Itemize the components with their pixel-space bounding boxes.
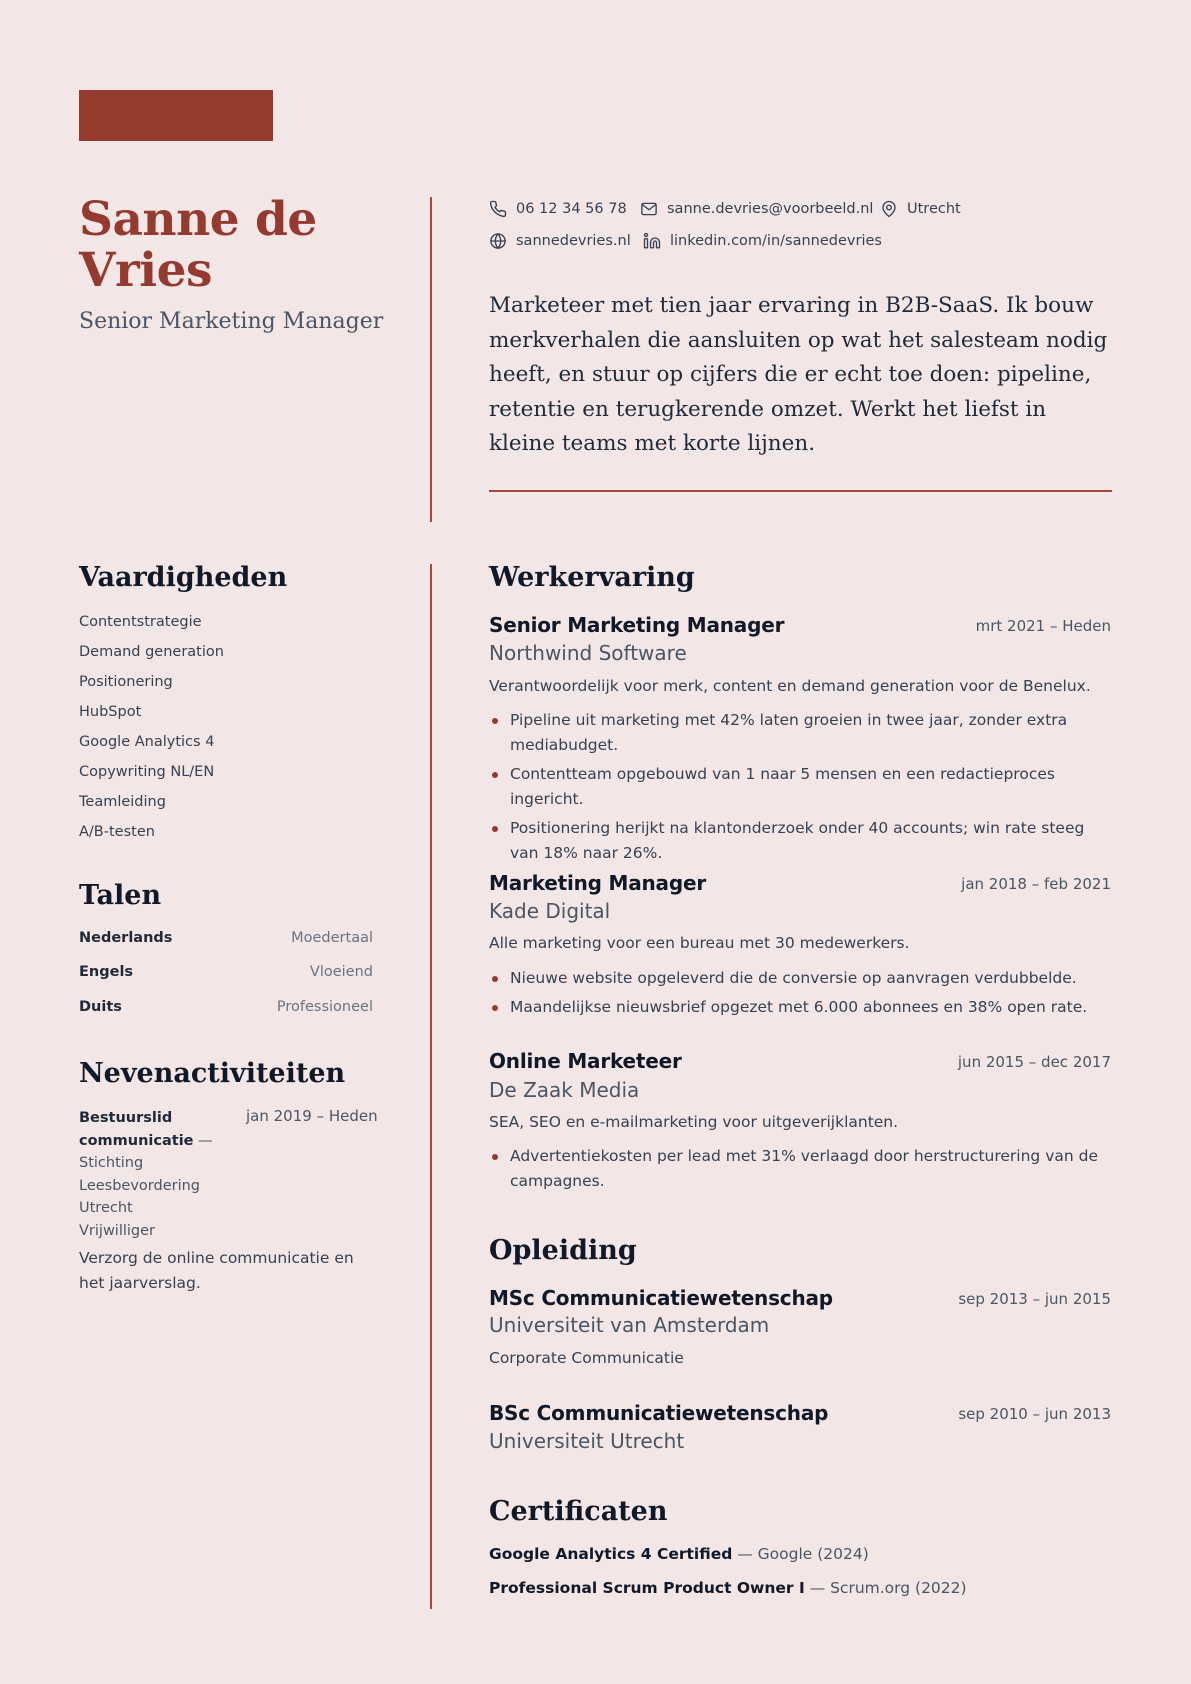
skill-item: A/B-testen	[79, 824, 155, 840]
job-bullet: Maandelijkse nieuwsbrief opgezet met 6.000 abonnees en 38% open rate.	[489, 995, 1114, 1020]
side-activity-date: jan 2019 – Heden	[246, 1107, 378, 1125]
language-row	[79, 964, 373, 980]
job-bullet: Pipeline uit marketing met 42% laten groeien in twee jaar, zonder extra mediabudget.	[489, 708, 1114, 758]
language-name: Nederlands	[79, 930, 173, 946]
skill-item: HubSpot	[79, 704, 142, 720]
job-bullet: Advertentiekosten per lead met 31% verlaagd door herstructurering van de campagnes.	[489, 1144, 1114, 1194]
linkedin-icon	[643, 232, 661, 250]
accent-bar	[79, 90, 273, 141]
skill-item: Teamleiding	[79, 794, 166, 810]
column-divider-bottom	[430, 564, 432, 1609]
education-date: sep 2010 – jun 2013	[958, 1405, 1111, 1423]
job-bullets	[489, 1144, 1114, 1198]
certificates-heading: Certificaten	[489, 1496, 668, 1527]
education-school: Universiteit Utrecht	[489, 1429, 685, 1453]
education-date: sep 2013 – jun 2015	[958, 1290, 1111, 1308]
skills-heading: Vaardigheden	[79, 562, 288, 593]
side-activity-separator: —	[193, 1132, 213, 1149]
summary-divider	[489, 490, 1112, 492]
contact-email[interactable]	[640, 200, 873, 218]
job-title: Marketing Manager	[489, 871, 707, 895]
language-level: Professioneel	[276, 999, 373, 1015]
profile-summary: Marketeer met tien jaar ervaring in B2B-SaaS. Ik bouw merkverhalen die aansluiten op wat het salesteam nodig heeft, en stuur op cijfers die er echt toe doen: pipeline, retentie en terugkerende omzet. Werkt het liefst in kleine teams met korte lijnen.	[489, 293, 1108, 456]
education-school: Universiteit van Amsterdam	[489, 1313, 770, 1337]
job-bullet: Nieuwe website opgeleverd die de conversie op aanvragen verdubbelde.	[489, 966, 1114, 991]
job-company: Kade Digital	[489, 899, 611, 923]
job-company: Northwind Software	[489, 641, 687, 665]
certificate-issuer: — Google (2024)	[732, 1545, 869, 1563]
language-row	[79, 930, 373, 946]
map-pin-icon	[880, 200, 898, 218]
certificate-name: Professional Scrum Product Owner I	[489, 1579, 805, 1597]
education-heading: Opleiding	[489, 1235, 637, 1266]
language-name: Engels	[79, 964, 134, 980]
person-name: Sanne de Vries	[79, 192, 317, 298]
contact-phone-text: 06 12 34 56 78	[516, 201, 627, 217]
job-date: jan 2018 – feb 2021	[961, 875, 1111, 893]
job-description: Verantwoordelijk voor merk, content en demand generation voor de Benelux.	[489, 677, 1091, 695]
job-bullet: Positionering herijkt na klantonderzoek onder 40 accounts; win rate steeg van 18% naar 26%.	[489, 816, 1114, 866]
job-bullet: Contentteam opgebouwd van 1 naar 5 mensen en een redactieproces ingericht.	[489, 762, 1114, 812]
person-title: Senior Marketing Manager	[79, 309, 384, 334]
column-divider-top	[430, 197, 432, 522]
skill-item: Positionering	[79, 674, 173, 690]
language-row	[79, 999, 373, 1015]
contact-location	[880, 200, 961, 218]
side-activity-role-title: Bestuurslid communicatie	[79, 1110, 194, 1149]
education-degree: MSc Communicatiewetenschap	[489, 1286, 833, 1310]
certificate-item	[489, 1545, 869, 1563]
skill-item: Copywriting NL/EN	[79, 764, 215, 780]
job-bullets	[489, 708, 1114, 870]
education-degree: BSc Communicatiewetenschap	[489, 1401, 829, 1425]
side-activity-type: Vrijwilliger	[79, 1222, 155, 1239]
side-activity-role	[79, 1107, 229, 1242]
contact-website-text: sannedevries.nl	[516, 233, 631, 249]
side-activities-heading: Nevenactiviteiten	[79, 1058, 346, 1089]
phone-icon	[489, 200, 507, 218]
contact-phone[interactable]	[489, 200, 627, 218]
contact-linkedin[interactable]	[643, 232, 882, 250]
contact-website[interactable]	[489, 232, 631, 250]
side-activity-org: Stichting Leesbevordering Utrecht	[79, 1155, 201, 1216]
job-company: De Zaak Media	[489, 1078, 640, 1102]
education-detail: Corporate Communicatie	[489, 1349, 684, 1367]
job-title: Senior Marketing Manager	[489, 613, 785, 637]
certificate-item	[489, 1579, 967, 1597]
skill-item: Google Analytics 4	[79, 734, 215, 750]
side-activity-description: Verzorg de online communicatie en het jaarverslag.	[79, 1249, 354, 1292]
languages-heading: Talen	[79, 880, 162, 911]
language-level: Moedertaal	[291, 930, 373, 946]
job-title: Online Marketeer	[489, 1049, 682, 1073]
job-description: SEA, SEO en e-mailmarketing voor uitgeverijklanten.	[489, 1113, 899, 1131]
job-date: jun 2015 – dec 2017	[957, 1053, 1111, 1071]
language-level: Vloeiend	[309, 964, 373, 980]
certificate-name: Google Analytics 4 Certified	[489, 1545, 733, 1563]
contact-linkedin-text: linkedin.com/in/sannedevries	[670, 233, 882, 249]
skill-item: Demand generation	[79, 644, 224, 660]
job-date: mrt 2021 – Heden	[975, 617, 1111, 635]
skills-list	[79, 612, 224, 852]
contact-location-text: Utrecht	[907, 201, 961, 217]
mail-icon	[640, 200, 658, 218]
job-description: Alle marketing voor een bureau met 30 medewerkers.	[489, 934, 910, 952]
contact-email-text: sanne.devries@voorbeeld.nl	[667, 201, 874, 217]
job-bullets	[489, 966, 1114, 1024]
language-name: Duits	[79, 999, 122, 1015]
globe-icon	[489, 232, 507, 250]
skill-item: Contentstrategie	[79, 614, 202, 630]
certificate-issuer: — Scrum.org (2022)	[804, 1579, 967, 1597]
experience-heading: Werkervaring	[489, 562, 695, 593]
